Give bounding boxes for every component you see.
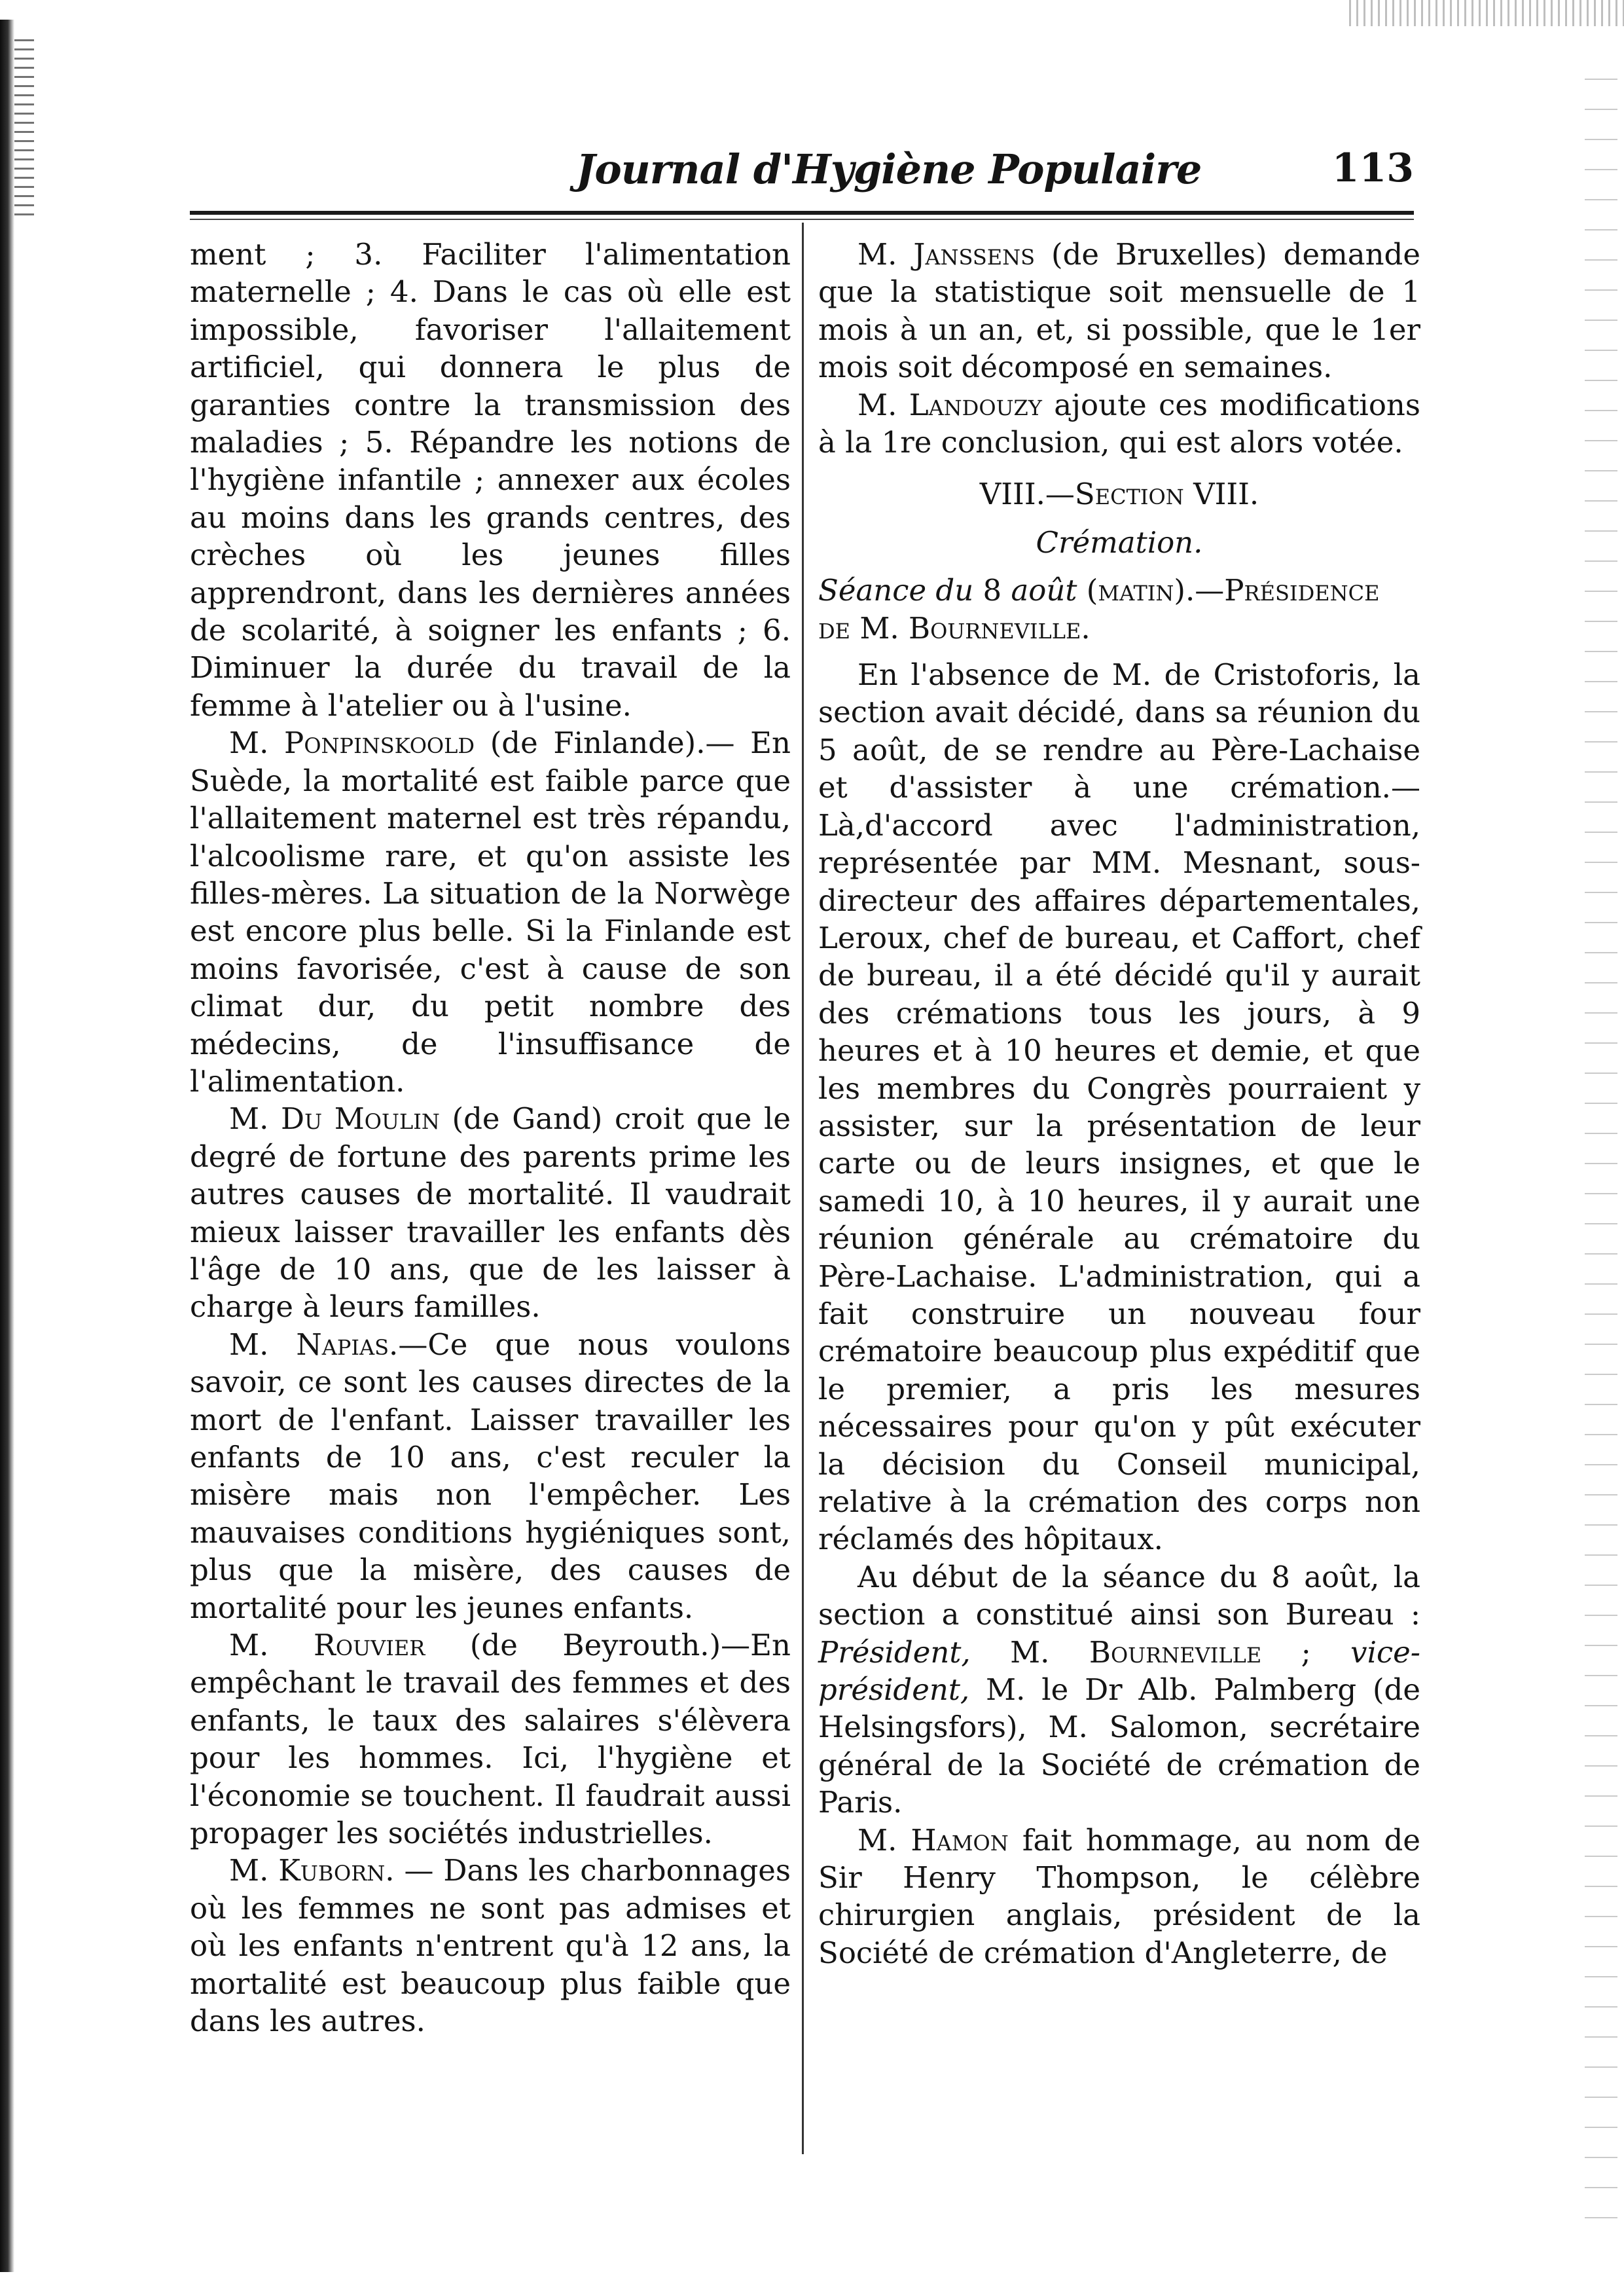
speaker-name: M. Ponpinskoold xyxy=(229,725,475,761)
speaker-name: M. Janssens xyxy=(857,237,1036,272)
paragraph xyxy=(818,1558,1420,1822)
paragraph xyxy=(190,1326,791,1626)
scan-edge-left xyxy=(0,20,14,2272)
vice-president-names: M. le Dr Alb. Palmberg (de Helsingsfors), M. Salomon, secrétaire général de la Société de crémation de Paris. xyxy=(818,1672,1420,1820)
session-line xyxy=(818,572,1420,647)
paragraph-text: (de Beyrouth.)—En empêchant le travail des femmes et des enfants, le taux des salaires s'élèvera pour les hommes. Ici, l'hygiène et l'économie se touchent. Il faudrait aussi propager les sociétés industrielles. xyxy=(190,1628,791,1851)
paragraph xyxy=(818,386,1420,462)
paragraph-text: Au début de la séance du 8 août, la section a constitué ainsi son Bureau : xyxy=(818,1559,1420,1632)
paragraph xyxy=(190,724,791,1100)
paragraph-text: ajoute ces modifications à la 1re conclusion, qui est alors votée. xyxy=(818,387,1420,460)
page-number: 113 xyxy=(1331,145,1414,191)
paragraph-text: — Dans les charbonnages où les femmes ne sont pas admises et où les enfants n'entrent qu'à 12 ans, la mortalité est beaucoup plus faible que dans les autres. xyxy=(190,1853,791,2039)
section-heading: VIII.—Section VIII. xyxy=(979,477,1259,512)
paragraph-text: —Ce que nous voulons savoir, ce sont les causes directes de la mort de l'enfant. Laisser travailler les enfants de 10 ans, c'est reculer la misère mais non l'empêcher. Les mauvaises conditions hygiéniques sont, plus que la misère, des causes de mortalité pour les jeunes enfants. xyxy=(190,1327,791,1625)
speaker-name: M. Kuborn. xyxy=(229,1853,395,1888)
president-label: Président, xyxy=(818,1634,971,1670)
speaker-name: M. Napias. xyxy=(229,1327,399,1362)
paragraph-text: (de Bruxelles) demande que la statistique soit mensuelle de 1 mois à un an, et, si possible, que le 1er mois soit décomposé en semaines. xyxy=(818,237,1420,385)
paragraph xyxy=(190,1626,791,1852)
page-header xyxy=(190,145,1414,198)
speaker-name: M. Du Moulin xyxy=(229,1101,440,1137)
speaker-name: M. Hamon xyxy=(857,1822,1009,1858)
paragraph xyxy=(190,1100,791,1325)
scan-specks-right xyxy=(1585,79,1617,2239)
scan-specks-top xyxy=(1349,0,1624,26)
right-column xyxy=(818,236,1420,1972)
session-date: 8 xyxy=(973,573,1011,608)
paragraph xyxy=(818,1822,1420,1972)
header-rule-thin xyxy=(190,219,1414,220)
paragraph-text: (de Gand) croit que le degré de fortune des parents prime les autres causes de mortalité. Il vaudrait mieux laisser travailler les enfants dès l'âge de 10 ans, que de les laisser à charge à leurs familles. xyxy=(190,1101,791,1325)
paragraph: En l'absence de M. de Cristoforis, la section avait décidé, dans sa réunion du 5 août, de se rendre au Père-Lachaise et d'assister à une crémation.— Là,d'accord avec l'administration, représentée par MM. Mesnant, sous-directeur des affaires départementales, Leroux, chef de bureau, et Caffort, chef de bureau, il a été décidé qu'il y aurait des crémations tous les jours, à 9 heures et à 10 heures et demie, et que les membres du Congrès pourraient y assister, sur la présentation de leur carte ou de leurs insignes, et que le samedi 10, à 10 heures, il y aurait une réunion générale au crématoire du Père-Lachaise. L'administration, qui a fait construire un nouveau four crématoire beaucoup plus expéditif que le premier, a pris les mesures nécessaires pour qu'on y pût exécuter la décision du Conseil municipal, relative à la crémation des corps non réclamés des hôpitaux. xyxy=(818,657,1420,1557)
session-label: Séance du xyxy=(818,573,974,608)
paragraph xyxy=(190,1852,791,2040)
speaker-name: M. Landouzy xyxy=(857,387,1042,422)
journal-title: Journal d'Hygiène Populaire xyxy=(576,145,1202,193)
vice-president-label: vice-président, xyxy=(818,1634,1420,1708)
paragraph-text: (de Finlande).— En Suède, la mortalité est faible parce que l'allaitement maternel est très répandu, l'alcoolisme rare, et qu'on assiste les filles-mères. La situation de la Norwège est encore plus belle. Si la Finlande est moins favorisée, c'est à cause de son climat dur, du petit nombre des médecins, de l'insuffisance de l'alimentation. xyxy=(190,725,791,1099)
session-month: août xyxy=(1011,573,1077,608)
president-name: M. Bourneville ; xyxy=(970,1634,1351,1670)
section-subtitle: Crémation. xyxy=(1036,524,1203,560)
paragraph xyxy=(818,236,1420,386)
header-rule-thick xyxy=(190,211,1414,215)
session-presidency: (matin).—Présidence de M. Bourneville. xyxy=(818,573,1380,646)
scan-specks-left xyxy=(14,39,34,223)
speaker-name: M. Rouvier xyxy=(229,1628,425,1663)
paragraph: ment ; 3. Faciliter l'alimentation maternelle ; 4. Dans le cas où elle est impossible, favoriser l'allaitement artificiel, qui donnera le plus de garanties contre la transmission des maladies ; 5. Répandre les notions de l'hygiène infantile ; annexer aux écoles au moins dans les grands centres, des crèches où les jeunes filles apprendront, dans les dernières années de scolarité, à soigner les enfants ; 6. Diminuer la durée du travail de la femme à l'atelier ou à l'usine. xyxy=(190,237,791,723)
paragraph-text: fait hommage, au nom de Sir Henry Thompson, le célèbre chirurgien anglais, président de la Société de crémation d'Angleterre, de xyxy=(818,1822,1420,1970)
left-column xyxy=(190,236,791,2040)
column-divider xyxy=(802,223,804,2154)
